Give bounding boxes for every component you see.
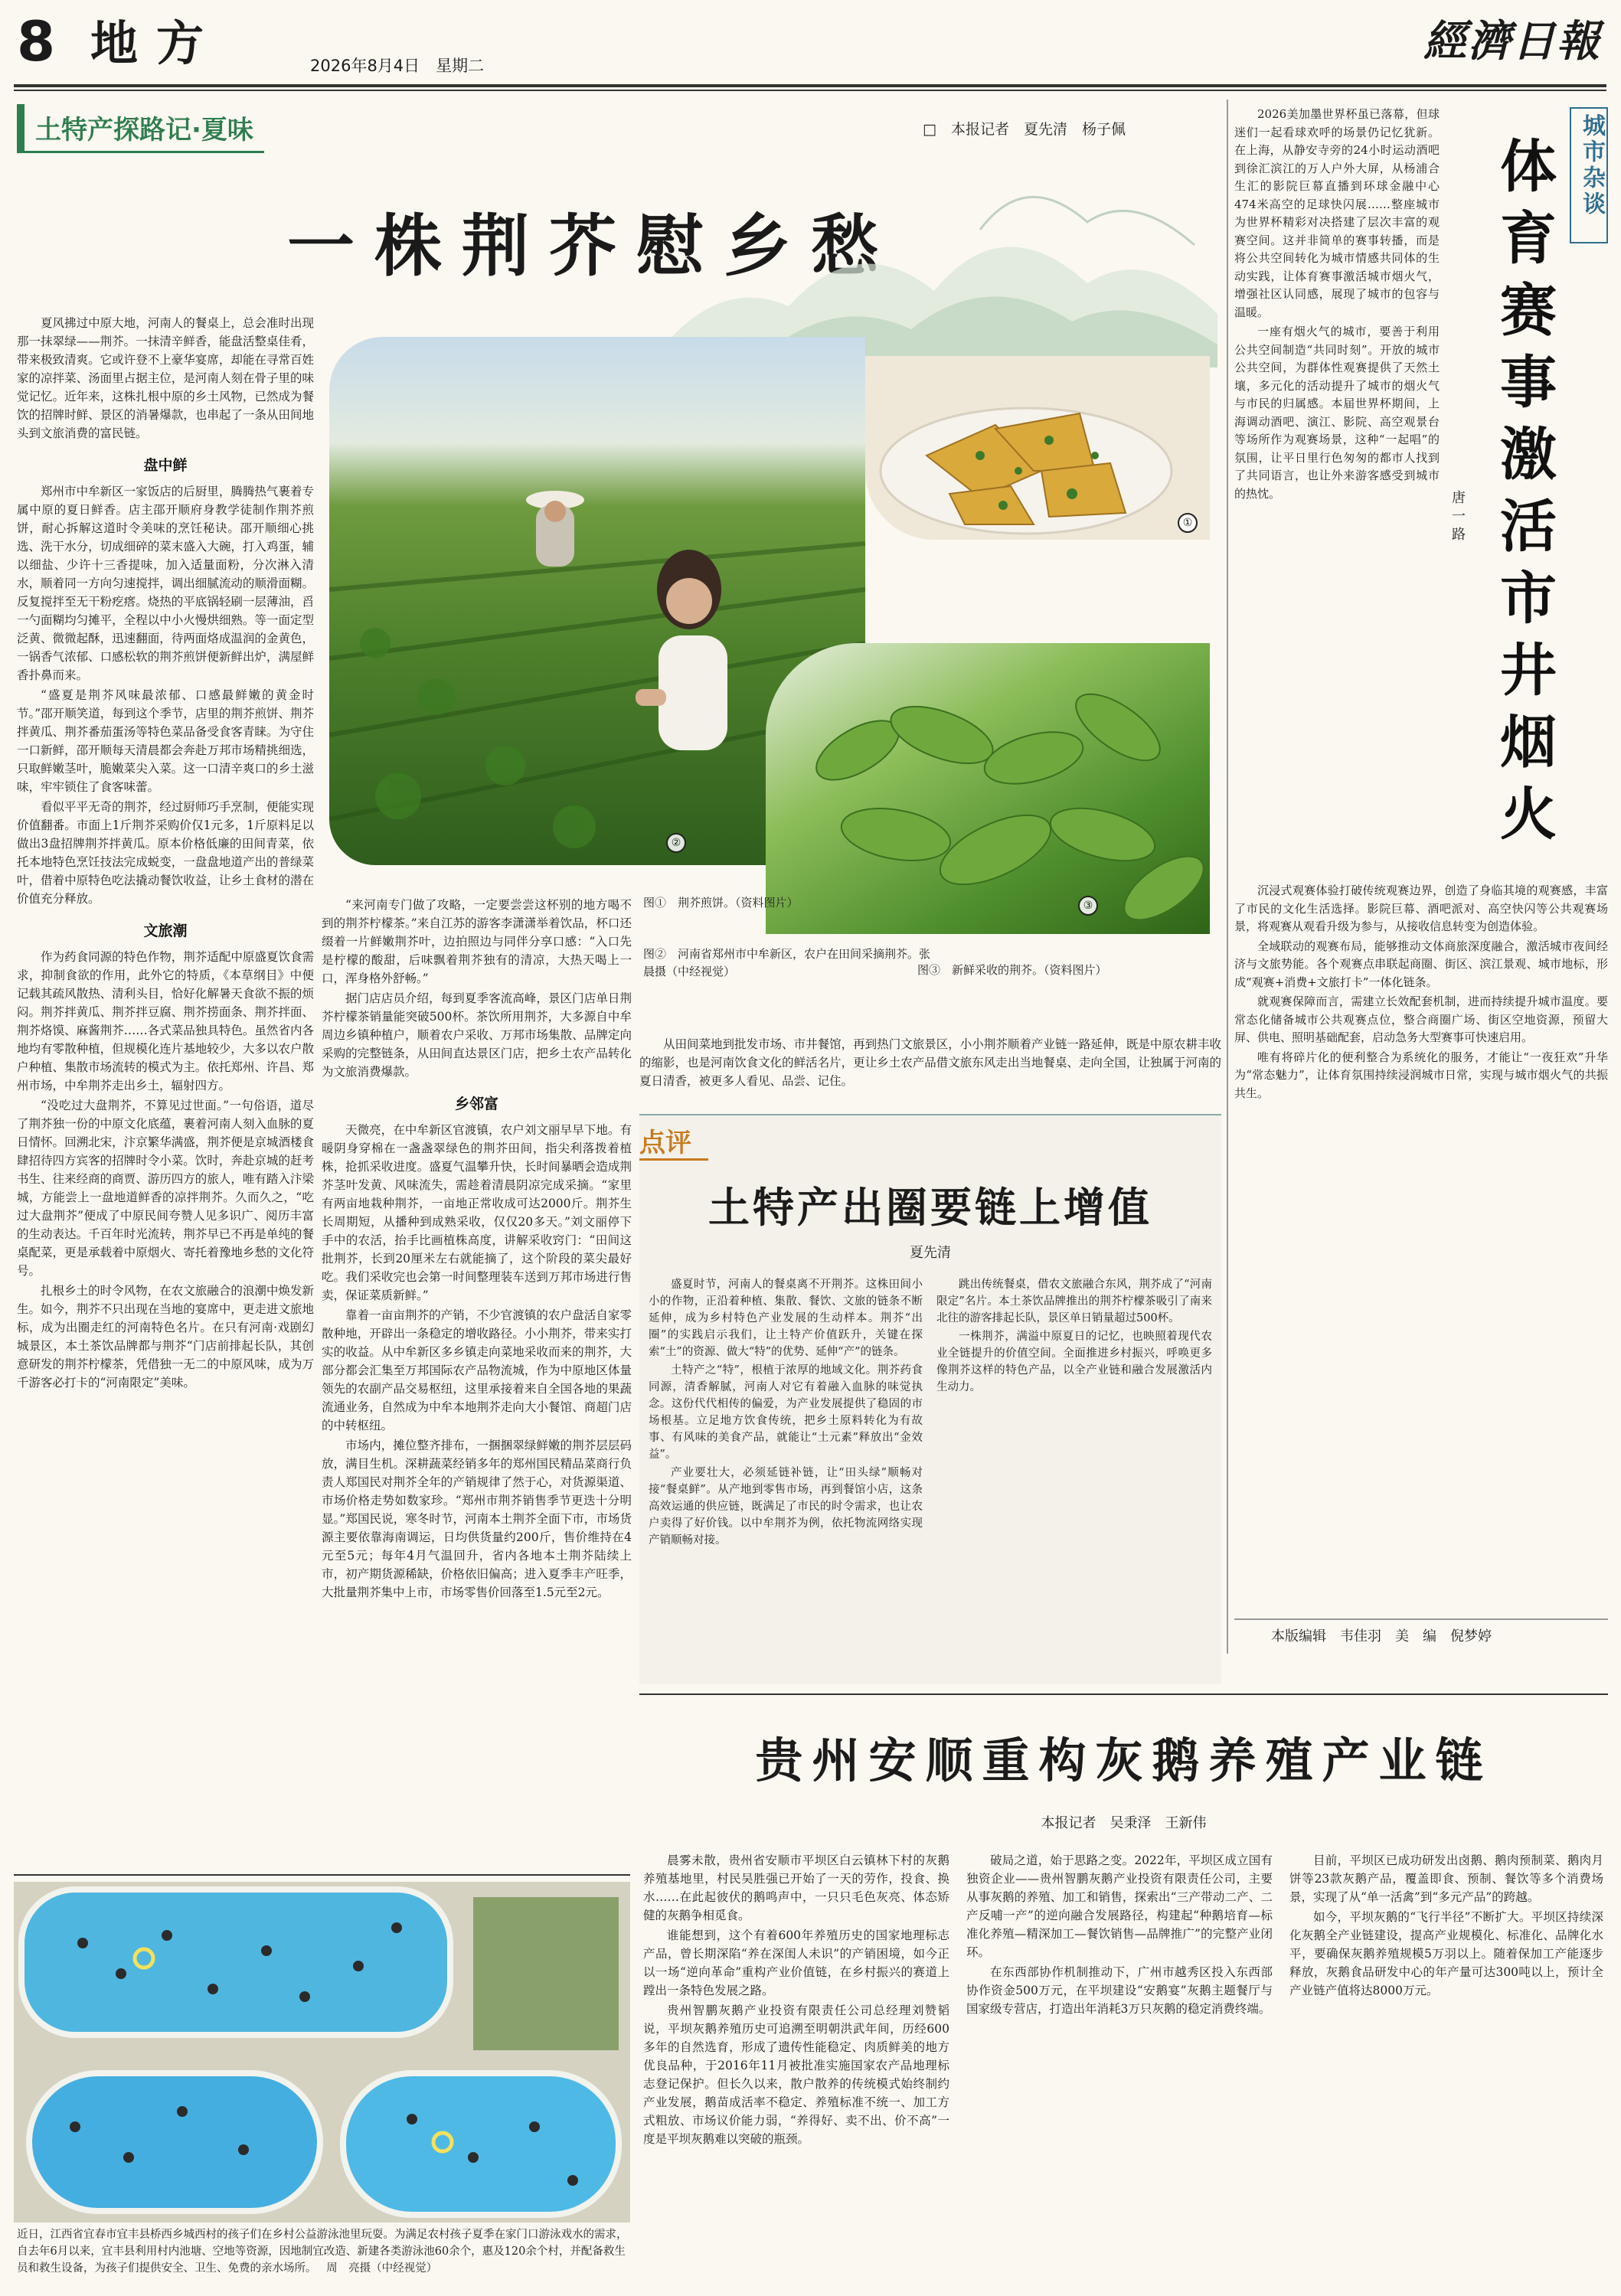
guizhou-para7: 如今，平坝灰鹅的“飞行半径”不断扩大。平坝区持续深化灰鹅全产业链建设，提高产业规模化、标准化、品牌化水平，要确保灰鹅养殖规模5万羽以上。随着保加工产能逐步释放，灰鹅食品研发中心的年产量可达300吨以上，预计全产业链产值将达8000万元。 bbox=[1289, 1910, 1603, 1997]
right-column-body-bottom bbox=[1234, 882, 1608, 1609]
main-byline: □ 本报记者 夏先清 杨子佩 bbox=[923, 121, 1126, 138]
caption-1: 图① 荆芥煎饼。（资料图片） bbox=[643, 896, 799, 910]
herb-leaves-illustration bbox=[766, 643, 1210, 934]
right-column-headline: 体育赛事激活市井烟火 bbox=[1491, 136, 1557, 856]
right-para1: 2026美加墨世界杯虽已落幕，但球迷们一起看球欢呼的场景仍记忆犹新。在上海，从静安寺旁的24小时运动酒吧到徐汇滨江的万人户外大屏，从杨浦合生汇的影院巨幕直播到环球金融中心474米高空的足球快闪展……整座城市为世界杯精彩对决搭建了层次丰富的观赛空间。这并非简单的赛事转播，而是将公共空间转化为城市情感共同体的生动实践，让体育赛事激活城市烟火气，增强社区认同感，展现了城市的包容与温暖。 bbox=[1234, 107, 1440, 319]
commentary-body-right bbox=[936, 1276, 1212, 1674]
guizhou-para3: 贵州智鹏灰鹅产业投资有限责任公司总经理刘赞韬说，平坝灰鹅养殖历史可追溯至明朝洪武年间，历经600多年的自然选育，形成了遗传性能稳定、肉质鲜美的地方优良品种，于2016年11月被批准实施国家农产品地理标志登记保护。但长久以来，散户散养的传统模式始终制约产业发展，鹅苗成活率不稳定、养殖标准不统一、加工方式粗放、市场议价能力弱，“养得好、卖不出、价不高”一度是平坝灰鹅难以突破的瓶颈。 bbox=[643, 2004, 949, 2146]
commentary-tag: 点评 bbox=[639, 1128, 691, 1158]
right-column-author: 唐一路 bbox=[1449, 490, 1466, 545]
pool-caption bbox=[17, 2226, 629, 2277]
ink-landscape-decoration bbox=[659, 138, 1217, 367]
main-article-col1 bbox=[17, 314, 314, 1868]
guizhou-headline: 贵州安顺重构灰鹅养殖产业链 bbox=[755, 1733, 1492, 1788]
right-col-divider bbox=[1227, 100, 1228, 1654]
editors-rule bbox=[1234, 1618, 1608, 1620]
page-editors: 本版编辑 韦佳羽 美 编 倪梦婷 bbox=[1271, 1628, 1492, 1644]
right-para4: 全域联动的观赛布局，能够推动文体商旅深度融合，激活城市夜间经济与文旅势能。各个观赛点串联起商圈、街区、滨江景观、城市地标，形成“观赛+消费+文旅打卡”一体化链条。 bbox=[1234, 939, 1608, 989]
masthead bbox=[0, 0, 1621, 90]
section2-para2: “没吃过大盘荆芥，不算见过世面。”一句俗语，道尽了荆芥独一份的中原文化底蕴，裹着河南人刻入血脉的夏日情怀。回溯北宋，汴京繁华满盛，荆芥便是京城酒楼食肆招待四方宾客的招牌时令小菜。饮时，奔赴京城的赶考书生、往来经商的商贾、游历四方的旅人，唯有踏入汴梁城，方能尝上一盘地道鲜香的凉拌荆芥。久而久之，“吃过大盘荆芥”便成了中原民间夸赞人见多识广、阅历丰富的生动表达。千百年时光流转，荆芥早已不再是单纯的餐桌配菜，更是承载着中原烟火、寄托着豫地乡愁的文化符号。 bbox=[17, 1099, 314, 1278]
paper-logo: 經濟日報 bbox=[1423, 16, 1601, 67]
column-tag bbox=[17, 104, 264, 153]
right-para5: 就观赛保障而言，需建立长效配套机制，进而持续提升城市温度。要常态化储备城市公共观赛点位，整合商圈广场、街区空地资源，预留大屏、供电、照明基础配套，启动急务大型赛事可快速启用。 bbox=[1234, 994, 1608, 1044]
guizhou-para2: 谁能想到，这个有着600年养殖历史的国家地理标志产品，曾长期深陷“养在深闺人未识”的产销困境，如今正以一场“逆向革命”重构产业价值链，在乡村振兴的赛道上蹚出一条特色发展之路。 bbox=[643, 1929, 949, 1997]
section3-para1: 天微亮，在中牟新区官渡镇，农户刘文丽早早下地。有暖阴身穿棉在一盏盏翠绿色的荆芥田间，指尖利落拨着植株，抢抓采收进度。盛夏气温攀升快，长时间暴晒会造成荆芥茎叶发黄、风味流失，需趁着清晨阴凉完成采摘。“家里有两亩地栽种荆芥，一亩地正常收成可达2000斤。荆芥生长周期短，从播种到成熟采收，仅仅20多天。”刘文丽停下手中的农活，抬手比画植株高度，讲解采收窍门：“田间这批荆芥，长到20厘米左右就能摘了，这个阶段的菜尖最好吃。我们采收完也会第一时间整理装车送到万邦市场进行售卖，保证菜质新鲜。” bbox=[322, 1123, 632, 1302]
right-para3: 沉浸式观赛体验打破传统观赛边界，创造了身临其境的观赛感，丰富了市民的文化生活选择。影院巨幕、酒吧派对、高空快闪等公共观赛场景，将观赛从观看升级为参与，从接收信息转变为创造体验。 bbox=[1234, 883, 1608, 933]
masthead-rule-thin bbox=[14, 90, 1606, 91]
section3-para4: 从田间菜地到批发市场、市井餐馆，再到热门文旅景区，小小荆芥顺着产业链一路延伸，既是中原农耕丰收的缩影，也是河南饮食文化的鲜活名片，更让乡土农产品借文旅东风走出当地餐桌、走向全国，让独属于河南的夏日清香，被更多人看见、品尝、记住。 bbox=[639, 1037, 1221, 1088]
guizhou-para1: 晨雾未散，贵州省安顺市平坝区白云镇林下村的灰鹅养殖基地里，村民吴胜强已开始了一天的劳作，投食、换水……在此起彼伏的鹅鸣声中，一只只毛色灰亮、体态矫健的灰鹅争相觅食。 bbox=[643, 1853, 949, 1922]
section1-para3: 看似平平无奇的荆芥，经过厨师巧手烹制，便能实现价值翻番。市面上1斤荆芥采购价仅1元多，1斤原料足以做出3盘招牌荆芥拌黄瓜。原本价格低廉的田间青菜，依托本地特色烹饪技法完成蜕变，一盘盘地道产出的普绿菜叶，借着中原特色吃法撬动餐饮收益，让乡土食材的潜在价值充分释放。 bbox=[17, 800, 314, 906]
right-para2: 一座有烟火气的城市，要善于利用公共空间制造“共同时刻”。开放的城市公共空间，为群体性观赛提供了天然土壤，多元化的活动提升了城市的烟火气与市民的归属感。本届世界杯期间，上海调动酒吧、演江、影院、高空观景台等场所作为观赛场景，这种“一起唱”的氛围，让平日里行色匆匆的都市人找到了共同语言，也让外来游客感受到城市的热忱。 bbox=[1234, 325, 1440, 501]
commentary-author: 夏先清 bbox=[910, 1245, 951, 1261]
farmer-figure bbox=[526, 491, 584, 567]
guizhou-para4: 破局之道，始于思路之变。2022年，平坝区成立国有独资企业——贵州智鹏灰鹅产业投资有限责任公司，主要从事灰鹅的养殖、加工和销售，探索出“三产带动二产、二产反哺一产”的逆向融合发展路径，构建起“种鹅培育—标准化养殖—精深加工—餐饮销售—品牌推广”的完整产业闭环。 bbox=[966, 1853, 1273, 1959]
right-column-tag bbox=[1570, 107, 1608, 243]
section2-heading: 文旅潮 bbox=[143, 923, 188, 939]
commentary-body-left bbox=[649, 1276, 923, 1674]
section2-para1: 作为药食同源的特色作物，荆芥适配中原盛夏饮食需求，抑制食欲的作用，此外它的特质，《本草纲目》中便记载其疏风散热、清利头目，恰好化解暑天食欲不振的烦闷。荆芥拌黄瓜、荆芥拌豆腐、荆芥捞面条、荆芥拌面、荆芥烙馍、麻酱荆芥……各式菜品独具特色。虽然省内各地均有零散种植，但规模化连片基地较少，大多以农户散户种植、集散市场流转的模式为主。依托郑州、许昌、郑州市场，中牟荆芥走出乡土，辐射四方。 bbox=[17, 950, 314, 1092]
farmer-figure-2 bbox=[636, 550, 727, 750]
right-para6: 唯有将碎片化的便利整合为系统化的服务，才能让“一夜狂欢”升华为“常态魅力”，让体育氛围持续浸润城市日常，实现与城市烟火气的共振共生。 bbox=[1234, 1050, 1608, 1100]
section1-heading: 盘中鲜 bbox=[143, 457, 188, 474]
section-name: 地方 bbox=[90, 15, 223, 71]
section2-para4: “来河南专门做了攻略，一定要尝尝这杯别的地方喝不到的荆芥柠檬茶。”来自江苏的游客李潇潇举着饮品，杯口还缀着一片鲜嫩荆芥叶，边拍照边与同伴分享口感：“入口先是柠檬的酸甜，后味飘着荆芥独有的清凉，大热天喝上一口，浑身格外舒畅。” bbox=[322, 898, 632, 985]
pool-photo bbox=[14, 1882, 630, 2223]
commentary-para2: 土特产之“特”，根植于浓厚的地域文化。荆芥药食同源，清香解腻，河南人对它有着融入血脉的味觉执念。这份代代相传的偏爱，为产业发展提供了稳固的市场根基。立足地方饮食传统，把乡土原料转化为有故事、有风味的美食产品，就能让“土元素”释放出“金效益”。 bbox=[649, 1364, 923, 1461]
section1-para2: “盛夏是荆芥风味最浓郁、口感最鲜嫩的黄金时节。”邵开顺笑道，每到这个季节，店里的荆芥煎饼、荆芥拌黄瓜、荆芥番茄蛋汤等特色菜品备受食客青睐。为守住一口新鲜，邵开顺每天清晨都会奔赴万邦市场精挑细选，只取鲜嫩茎叶，脆嫩菜尖入菜。这一口清辛爽口的乡土滋味，牢牢锁住了食客味蕾。 bbox=[17, 688, 314, 794]
commentary-title: 土特产出圈要链上增值 bbox=[708, 1183, 1152, 1232]
commentary-para5: 一株荆芥，满溢中原夏日的记忆，也映照着现代农业全链提升的价值空间。全面推进乡村振兴，呼唤更多像荆芥这样的特色产品，以全产业链和融合发展激活内生动力。 bbox=[936, 1331, 1212, 1393]
guizhou-byline: 本报记者 吴秉泽 王新伟 bbox=[1041, 1815, 1207, 1831]
guizhou-para6: 目前，平坝区已成功研发出卤鹅、鹅肉预制菜、鹅肉月饼等23款灰鹅产品，覆盖即食、预制、餐饮等多个消费场景，实现了从“单一活禽”到“多元产品”的跨越。 bbox=[1289, 1853, 1603, 1904]
section2-para3: 扎根乡土的时令风物，在农文旅融合的浪潮中焕发新生。如今，荆芥不只出现在当地的宴席中，更走进文旅地标，成为出圈走红的河南特色名片。在只有河南·戏剧幻城景区，本土茶饮品牌都与荆芥“门店前排起长队，其创意研发的荆芥柠檬茶，凭借独一无二的中原风味，成为万千游客必打卡的“河南限定”美味。 bbox=[17, 1284, 314, 1390]
main-intro: 夏风拂过中原大地，河南人的餐桌上，总会准时出现那一抹翠绿——荆芥。一抹清辛鲜香，能盘活整桌佳肴，带来极致清爽。它或许登不上豪华宴席，却能在寻常百姓家的凉拌菜、汤面里占据主位，是河南人刻在骨子里的味觉记忆。近年来，这株扎根中原的乡土风物，已然成为餐饮的招牌时鲜、景区的消暑爆款，也串起了一条从田间地头到文旅消费的富民链。 bbox=[17, 316, 314, 440]
section3-para3: 市场内，摊位整齐排布，一捆捆翠绿鲜嫩的荆芥层层码放，满目生机。深耕蔬菜经销多年的郑州国民精品菜商行负责人郑国民对荆芥全年的产销规律了然于心，对货源渠道、市场价格走势如数家珍。“郑州市荆芥销售季节更迭十分明显。”郑国民说，寒冬时节，河南本土荆芥全面下市，市场货源主要依靠海南调运，日均供货量约200斤，售价维持在4元至5元；每年4月气温回升，省内各地本土荆芥陆续上市，初产期货源稀缺，价格依旧偏高；进入夏季丰产旺季，大批量荆芥集中上市，市场零售价回落至1.5元至2元。 bbox=[322, 1439, 632, 1599]
guizhou-col1 bbox=[643, 1851, 949, 2280]
section2-para5: 据门店店员介绍，每到夏季客流高峰，景区门店单日荆芥柠檬茶销量能突破500杯。茶饮所用荆芥，大多源自中牟周边乡镇种植户，顺着农户采收、万邦市场集散、品牌定向采购的完整链条，从田间直达景区门店，把乡土农产品转化为文旅消费爆款。 bbox=[322, 991, 632, 1079]
section3-para2: 靠着一亩亩荆芥的产销，不少官渡镇的农户盘活自家零散种地，开辟出一条稳定的增收路径。小小荆芥，带来实打实的收益。从中牟新区多乡镇走向菜地采收而来的荆芥，大部分都会汇集至万邦国际农产品物流城，作为中原地区体量领先的农副产品交易枢纽，这里承接着来自全国各地的果蔬流通业务，自然成为中牟本地荆芥走向大小餐馆、商超门店的中转枢纽。 bbox=[322, 1308, 632, 1432]
commentary-tag-underline bbox=[639, 1158, 708, 1161]
caption-3: 图③ 新鲜采收的荆芥。（资料图片） bbox=[917, 963, 1107, 977]
masthead-rule bbox=[14, 84, 1606, 87]
commentary-box bbox=[639, 1114, 1221, 1684]
pancake-illustration bbox=[865, 356, 1210, 540]
column-tag-label: 土特产探路记·夏味 bbox=[35, 115, 253, 145]
section3-heading: 乡邻富 bbox=[454, 1096, 498, 1112]
section1-para1: 郑州市中牟新区一家饭店的后厨里，腾腾热气裹着专属中原的夏日鲜香。店主邵开顺府身教学徒制作荆芥煎饼，耐心拆解这道时令美味的烹饪秘诀。邵开顺细心挑选、洗干水分，切成细碎的菜末盛入大碗，打入鸡蛋，辅以细盐、少许十三香提味，加入适量面粉，分次淋入清水，顺着同一方向匀速搅拌，调出细腻流动的顺滑面糊。反复搅拌至无干粉疙瘩。烧热的平底锅轻刷一层薄油，舀一勺面糊均匀摊平，全程以中小火慢烘细熟。等一面定型泛黄、微微起酥，迅速翻面，待两面烙成温润的金黄色，一锅香气浓郁、口感松软的荆芥煎饼便新鲜出炉，满屋鲜香扑鼻而来。 bbox=[17, 485, 314, 682]
guizhou-col2 bbox=[966, 1851, 1273, 2280]
caption-2: 图② 河南省郑州市中牟新区，农户在田间采摘荆芥。张 晨摄（中经视觉） bbox=[643, 947, 943, 978]
commentary-para3: 产业要壮大，必须延链补链，让“田头绿”顺畅对接“餐桌鲜”。从产地到零售市场，再到餐馆小店，这条高效运通的供应链，既满足了市民的时令需求，也让农户卖得了好价钱。以中牟荆芥为例，依托物流网络实现产销顺畅对接。 bbox=[649, 1467, 923, 1546]
pool-caption-text: 近日，江西省宜春市宜丰县桥西乡城西村的孩子们在乡村公益游泳池里玩耍。为满足农村孩子夏季在家门口游泳戏水的需求，自去年6月以来，宜丰县利用村内池塘、空地等资源，因地制宜改造、新建各类游泳池60余个，惠及120余个村，并配备救生员和救生设备，为孩子们提供安全、卫生、免费的亲水场所。 bbox=[17, 2229, 628, 2275]
commentary-para4: 跳出传统餐桌，借农文旅融合东风，荆芥成了“河南限定”名片。本土茶饮品牌推出的荆芥柠檬茶吸引了南来北往的游客排起长队，景区单日销量超过500杯。 bbox=[936, 1279, 1212, 1324]
guizhou-para5: 在东西部协作机制推动下，广州市越秀区投入东西部协作资金500万元，在平坝建设“安鹅宴”灰鹅主题餐厅与国家级专营店，打造出年消耗3万只灰鹅的稳定消费终端。 bbox=[966, 1965, 1273, 2016]
main-headline: 一株荆芥慰乡愁 bbox=[287, 206, 899, 286]
herb-photo bbox=[766, 643, 1210, 934]
pool-aerial-illustration bbox=[14, 1882, 630, 2223]
issue-date: 2026年8月4日 星期二 bbox=[310, 57, 485, 75]
guizhou-col3 bbox=[1289, 1851, 1603, 2280]
page-number: 8 bbox=[17, 9, 56, 73]
pancake-photo bbox=[865, 356, 1210, 540]
commentary-para1: 盛夏时节，河南人的餐桌离不开荆芥。这株田间小小的作物，正沿着种植、集散、餐饮、文旅的链条不断延伸，成为乡村特色产业发展的生动样本。荆芥“出圈”的实践启示我们，让土特产价值跃升，关键在探索“土”的资源、做大“特”的优势、延伸“产”的链条。 bbox=[649, 1279, 923, 1358]
photo-badge-1: ① bbox=[1178, 513, 1198, 533]
photo-badge-3: ③ bbox=[1078, 896, 1098, 916]
right-column-body-top bbox=[1234, 106, 1440, 877]
main-article-col2 bbox=[322, 896, 632, 1868]
main-article-col3 bbox=[639, 1035, 1221, 1112]
photo-badge-2: ② bbox=[666, 833, 686, 853]
pool-caption-credit: 周 亮摄（中经视觉） bbox=[326, 2262, 438, 2275]
guizhou-top-rule bbox=[639, 1693, 1608, 1695]
right-column-tag-text: 城市杂谈 bbox=[1578, 113, 1605, 217]
pool-photo-top-rule bbox=[14, 1874, 630, 1876]
